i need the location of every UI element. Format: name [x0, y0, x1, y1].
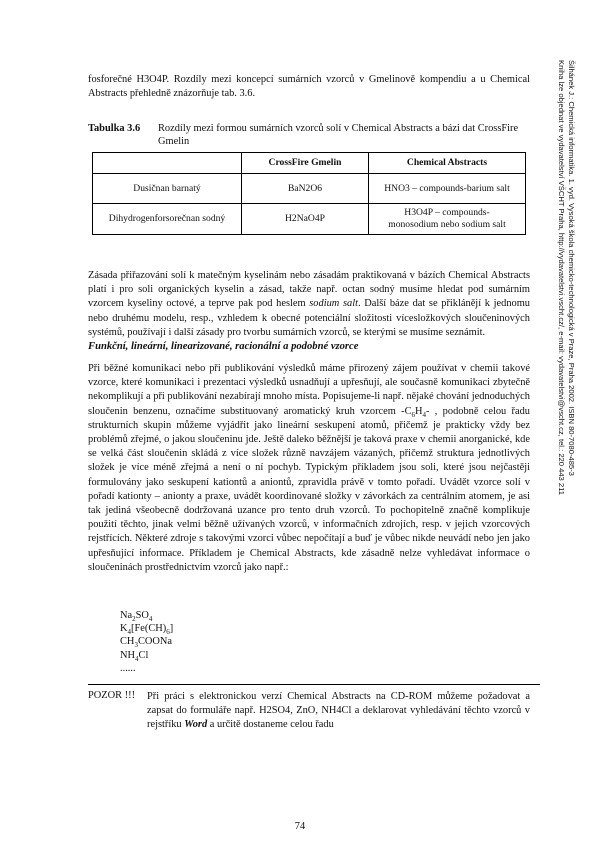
warning-note — [147, 690, 530, 733]
bold-term: Word — [184, 719, 208, 731]
subscript: 4 — [148, 615, 153, 624]
formula-item — [120, 635, 173, 648]
table-row — [93, 204, 526, 235]
subscript: 2 — [132, 615, 136, 624]
subscript: 6 — [411, 410, 416, 419]
formula-item — [120, 609, 173, 622]
table-cell-cas: H3O4P – compounds-monosodium nebo sodium salt — [369, 204, 526, 235]
text-run: Při práci s elektronickou verzí Chemical Abstracts na CD-ROM můžeme požadovat a zapsat do formuláře např. H2SO4, ZnO, NH4Cl a deklarovat vyhledávání těchto vzorců v rejstříku — [147, 691, 530, 731]
text-run: Při běžné komunikaci nebo při publikování výsledků máme přirozený zájem používat v chemii takové vzorce, které komunikaci i prezentaci výsledků usnadňují a upřesňují, ale současně komunikaci zbytečně nekomplikují a při publikování nezabírají mnoho místa. Popisujeme-li např. nějaké chování jednoduchých sloučenin benzenu, označíme substituovaný aromatický kruh vzorcem -C — [88, 363, 530, 417]
formula-item — [120, 662, 173, 675]
text-run: a určitě dostaneme celou řadu — [207, 719, 334, 731]
table-header-row — [93, 153, 526, 174]
table-header-crossfire: CrossFire Gmelin — [242, 153, 369, 174]
subscript: 3 — [134, 641, 138, 650]
formula-part: ...... — [120, 662, 136, 674]
formula-list — [120, 609, 173, 675]
table-header-empty — [93, 153, 242, 174]
intro-paragraph: fosforečné H3O4P. Rozdíly mezi koncepcí sumárních vzorců v Gmelinově kompendiu a u Chemical Abstracts přehledně znázorňuje tab. 3.6. — [88, 74, 530, 100]
page-number: 74 — [294, 821, 306, 832]
side-citation-text — [556, 60, 576, 620]
side-citation-line: Kniha lze objednat ve vydavatelství VŠCHT Praha, http://vydavatelstvi.vscht.cz/, e-mail: vydavatelstvi@vscht.cz, tel.: 220 443 211 — [557, 60, 566, 495]
formula-item — [120, 649, 173, 662]
formula-part: COONa — [137, 636, 172, 648]
subscript: 4 — [135, 654, 139, 663]
subscript: 4 — [422, 410, 427, 419]
table-caption-text: Rozdíly mezi formou sumárních vzorců solí v Chemical Abstracts a bázi dat CrossFire Gmelin — [158, 123, 519, 147]
formula-part: K — [120, 623, 128, 635]
table-cell-cas: HNO3 – compounds-barium salt — [369, 174, 526, 204]
formula-part: Cl — [138, 649, 149, 661]
formula-item — [120, 622, 173, 635]
table-row — [93, 174, 526, 204]
paragraph-formulas — [88, 362, 530, 575]
formula-part: [Fe(CH) — [131, 623, 167, 635]
subscript: 6 — [166, 628, 170, 637]
warning-label: POZOR !!! — [88, 690, 136, 701]
table-cell-gmelin: H2NaO4P — [242, 204, 369, 235]
comparison-table — [92, 152, 526, 235]
formula-part: SO — [135, 610, 149, 621]
formula-part: ] — [169, 623, 174, 635]
text-run: H — [415, 405, 423, 417]
subscript: 4 — [127, 628, 132, 637]
paragraph-salt-assignment — [88, 269, 530, 340]
divider — [88, 684, 540, 685]
text-run: Zásada přiřazování solí k matečným kyselinám nebo zásadám praktikovaná v bázích Chemical Abstracts platí i pro soli organických kyselin a zásad, takže např. octan sodný musíme hledat pod sumárním vzorcem kyseliny octové, a teprve pak pod heslem — [88, 270, 530, 310]
formula-part: CH — [120, 636, 135, 648]
formula-part: NH — [120, 649, 136, 661]
text-run: . Další báze dat se přiklánějí k jednomu nebo druhému modelu, resp., vzhledem k obecné potenciální složitosti vícesložkových sloučeninových systémů, používají i další zásady pro tvorbu sumárních vzorců, se kterými se musíme seznámit. — [88, 298, 530, 338]
table-cell-gmelin: BaN2O6 — [242, 174, 369, 204]
formula-part: Na — [120, 610, 133, 621]
side-citation-line: Šilhánek J.: Chemická informatika. 1. vyd. Vysoká škola chemicko-technologická v Praze, Praha 2002. ISBN 80-7080-485-3 — [567, 60, 576, 476]
italic-term: sodium salt — [309, 298, 358, 310]
text-run: - , podobně celou řadu strukturních skupin můžeme vyjádřit jako lineární seskupení atomů, přičemž je prakticky vždy bez problémů zřejmé, o jakou sloučeninu jde. Ještě daleko běžnější je taková praxe v chemii anorganické, kde se velká část sloučenin skládá z více složek různě navzájem vázaných, přičemž struktura jednotlivých složek je více méně zřejmá a není o ní pochyb. Typickým příkladem jsou soli, které jsou nejčastěji formulovány jako seskupení kationtů a aniontů, zpravidla právě v tomto pořadí. Uvádět vzorce solí v pořadí kationty – anionty a praxe, uvádět koordinované složky v závorkách za centrálním atomem, je asi tak jediná všeobecně dodržovaná uzance pro tento druh vzorců. To pochopitelně značně komplikuje použití těchto, jinak velmi běžně užívaných vzorců, v informačních zdrojích, resp. v jejich vzorcových rejstřících. Některé zdroje s takovými vzorci vůbec nepočítají a buď je vůbec nikde neuvádí nebo jen jako upřesňující informace. Příkladem je Chemical Abstracts, kde zásadně nelze vyhledávat informace o sloučeninách prostřednictvím vzorců jako např.: — [88, 405, 530, 573]
table-cell-compound: Dusičnan barnatý — [93, 174, 242, 204]
side-citation — [548, 60, 576, 620]
table-caption — [88, 122, 536, 147]
table-cell-compound: Dihydrogenforsorečnan sodný — [93, 204, 242, 235]
table-header-cas: Chemical Abstracts — [369, 153, 526, 174]
table-caption-label: Tabulka 3.6 — [88, 123, 141, 134]
section-heading: Funkční, lineární, linearizované, racionální a podobné vzorce — [88, 341, 359, 352]
